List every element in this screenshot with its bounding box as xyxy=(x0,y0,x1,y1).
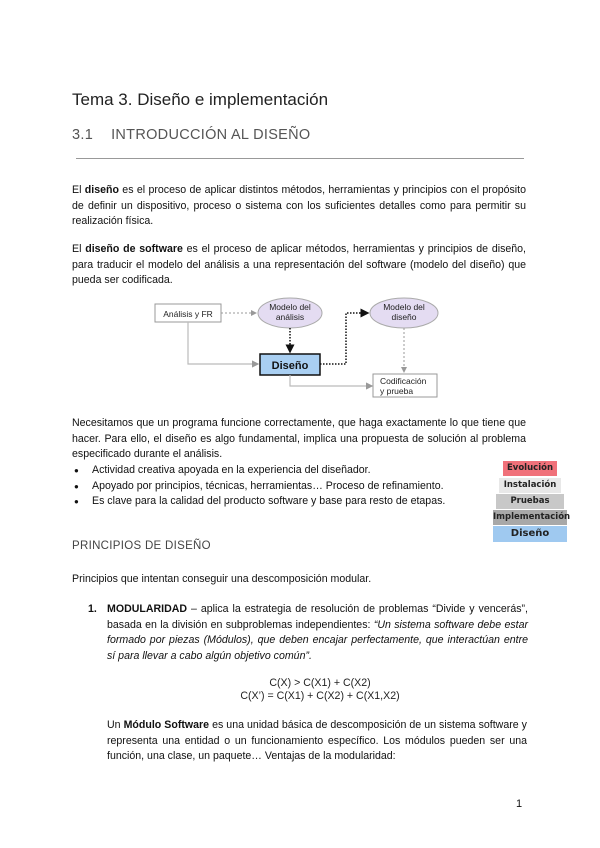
section-number: 3.1 xyxy=(72,127,94,143)
stack-implementacion: Implementación xyxy=(493,510,567,525)
arrow-diseno-codif xyxy=(290,375,372,386)
analisis-label: Análisis y FR xyxy=(163,309,213,319)
paragraph-diseno-software: El diseño de software es el proceso de aplicar métodos, herramientas y principios de diseño, para traducir el modelo del análisis a una representación del software (modelo del diseño) que pueda ser codificada. xyxy=(72,243,526,286)
svg-text:Modelo del: Modelo del xyxy=(383,302,425,312)
list-item: ● Es clave para la calidad del producto software y base para resto de etapas. xyxy=(72,494,492,510)
paragraph-principios: Principios que intentan conseguir una descomposición modular. xyxy=(72,573,372,585)
arrow-analisis-diseno xyxy=(188,322,258,364)
svg-text:diseño: diseño xyxy=(391,312,417,322)
page-title: Tema 3. Diseño e implementación xyxy=(72,90,329,109)
numbered-item-modularidad: 1. MODULARIDAD – aplica la estrategia de resolución de problemas “Divide y vencerás”, basada en la división en subproblemas independientes: “Un sistema software debe estar formado por piezas (Módulos), que deben encajar perfectamente, que interactúan entre sí para llevar a cabo algún objetivo común”. xyxy=(88,603,528,662)
term-diseno: diseño xyxy=(84,184,119,196)
paragraph-necesidad: Necesitamos que un programa funcione correctamente, que haga exactamente lo que tiene que hacer. Para ello, el diseño es algo fundamental, implica una propuesta de solución al problema especificado durante el análisis. xyxy=(72,417,526,460)
subsection-heading: PRINCIPIOS DE DISEÑO xyxy=(72,540,211,552)
svg-text:y prueba: y prueba xyxy=(380,386,414,396)
list-item: ● Apoyado por principios, técnicas, herramientas… Proceso de refinamiento. xyxy=(72,479,492,495)
section-divider xyxy=(76,158,524,159)
svg-text:análisis: análisis xyxy=(275,312,305,322)
quote-modularidad: “Un sistema software debe estar formado por piezas (Módulos), que deben encajar perfectamente, que interactúan entre sí para llevar a cabo algún objetivo común”. xyxy=(107,618,528,662)
svg-text:Codificación: Codificación xyxy=(380,376,427,386)
arrow-diseno-modelo xyxy=(320,313,368,364)
item-number: 1. xyxy=(88,603,97,615)
page-number: 1 xyxy=(516,798,523,810)
stack-instalacion: Instalación xyxy=(499,478,561,493)
diseno-label: Diseño xyxy=(271,360,309,372)
design-process-diagram xyxy=(150,296,450,400)
svg-text:Modelo del: Modelo del xyxy=(269,302,311,312)
term-diseno-software: diseño de software xyxy=(85,243,183,255)
formula-1: C(X) > C(X1) + C(X2) xyxy=(269,677,371,689)
stack-pruebas: Pruebas xyxy=(496,494,564,509)
formula-2: C(X’) = C(X1) + C(X2) + C(X1,X2) xyxy=(240,690,400,702)
section-label: INTRODUCCIÓN AL DISEÑO xyxy=(111,127,311,143)
bullet-list xyxy=(72,463,492,510)
stack-diseno: Diseño xyxy=(493,526,567,542)
paragraph-modulo-software: Un Módulo Software es una unidad básica de descomposición de un sistema software y representa una entidad o un funcionamiento específico. Los módulos pueden ser una función, una clase, un paquete… Ventajas de la modularidad: xyxy=(107,719,527,762)
term-modulo-software: Módulo Software xyxy=(123,719,210,731)
paragraph-diseno: El diseño es el proceso de aplicar distintos métodos, herramientas y principios con el propósito de definir un dispositivo, proceso o sistema con los suficientes detalles como para permitir su realización física. xyxy=(72,184,526,227)
term-modularidad: MODULARIDAD xyxy=(107,603,188,615)
section-heading xyxy=(72,127,310,143)
list-item: ● Actividad creativa apoyada en la experiencia del diseñador. xyxy=(72,463,492,479)
stack-evolucion: Evolución xyxy=(503,461,557,476)
